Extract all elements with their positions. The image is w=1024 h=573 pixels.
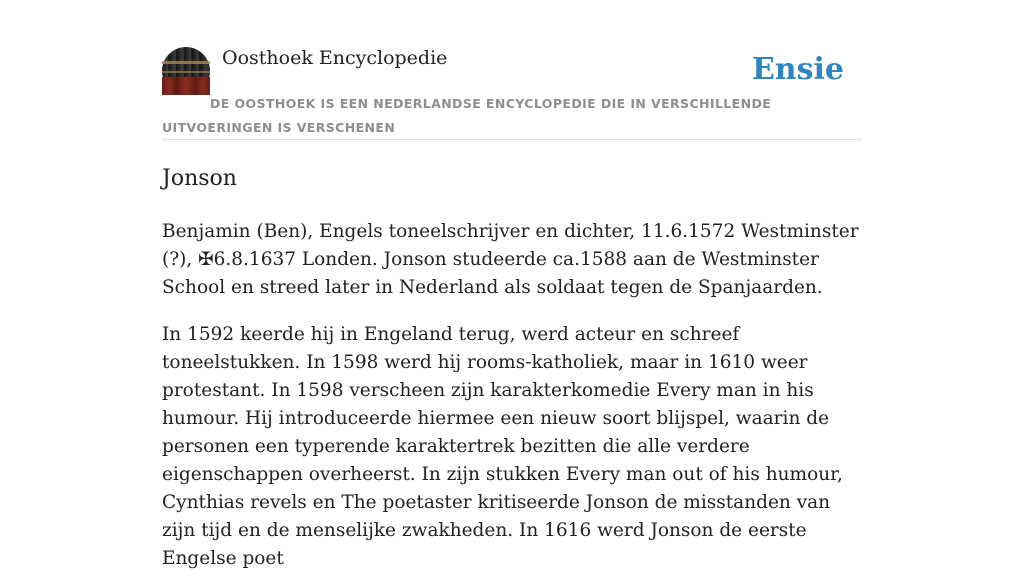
avatar-gold-band-secondary bbox=[162, 71, 210, 73]
encyclopedia-books-avatar[interactable] bbox=[162, 47, 210, 95]
site-tagline: DE OOSTHOEK IS EEN NEDERLANDSE ENCYCLOPEDIE DIE IN VERSCHILLENDE UITVOERINGEN IS VERSCHENEN bbox=[162, 96, 772, 135]
site-header bbox=[162, 46, 862, 140]
article bbox=[162, 160, 862, 573]
ensie-logo-link[interactable]: Ensie bbox=[751, 52, 844, 87]
article-paragraph-2: In 1592 keerde hij in Engeland terug, werd acteur en schreef toneelstukken. In 1598 werd hij rooms-katholiek, maar in 1610 weer protestant. In 1598 verscheen zijn karakterkomedie Every man in his humour. Hij introduceerde hiermee een nieuw soort blijspel, waarin de personen een typerende karaktertrek bezitten die alle verdere eigenschappen overheerst. In zijn stukken Every man out of his humour, Cynthias revels en The poetaster kritiseerde Jonson de misstanden van zijn tijd en de menselijke zwakheden. In 1616 werd Jonson de eerste Engelse poet bbox=[162, 324, 843, 569]
article-title: Jonson bbox=[162, 166, 237, 191]
avatar-gold-band bbox=[162, 61, 210, 64]
site-name-link[interactable]: Oosthoek Encyclopedie bbox=[222, 47, 448, 69]
article-paragraph-1: Benjamin (Ben), Engels toneelschrijver en dichter, 11.6.1572 Westminster (?), ✠6.8.1637 Londen. Jonson studeerde ca.1588 aan de Westminster School en streed later in Nederland als soldaat tegen de Spanjaarden. bbox=[162, 221, 859, 298]
